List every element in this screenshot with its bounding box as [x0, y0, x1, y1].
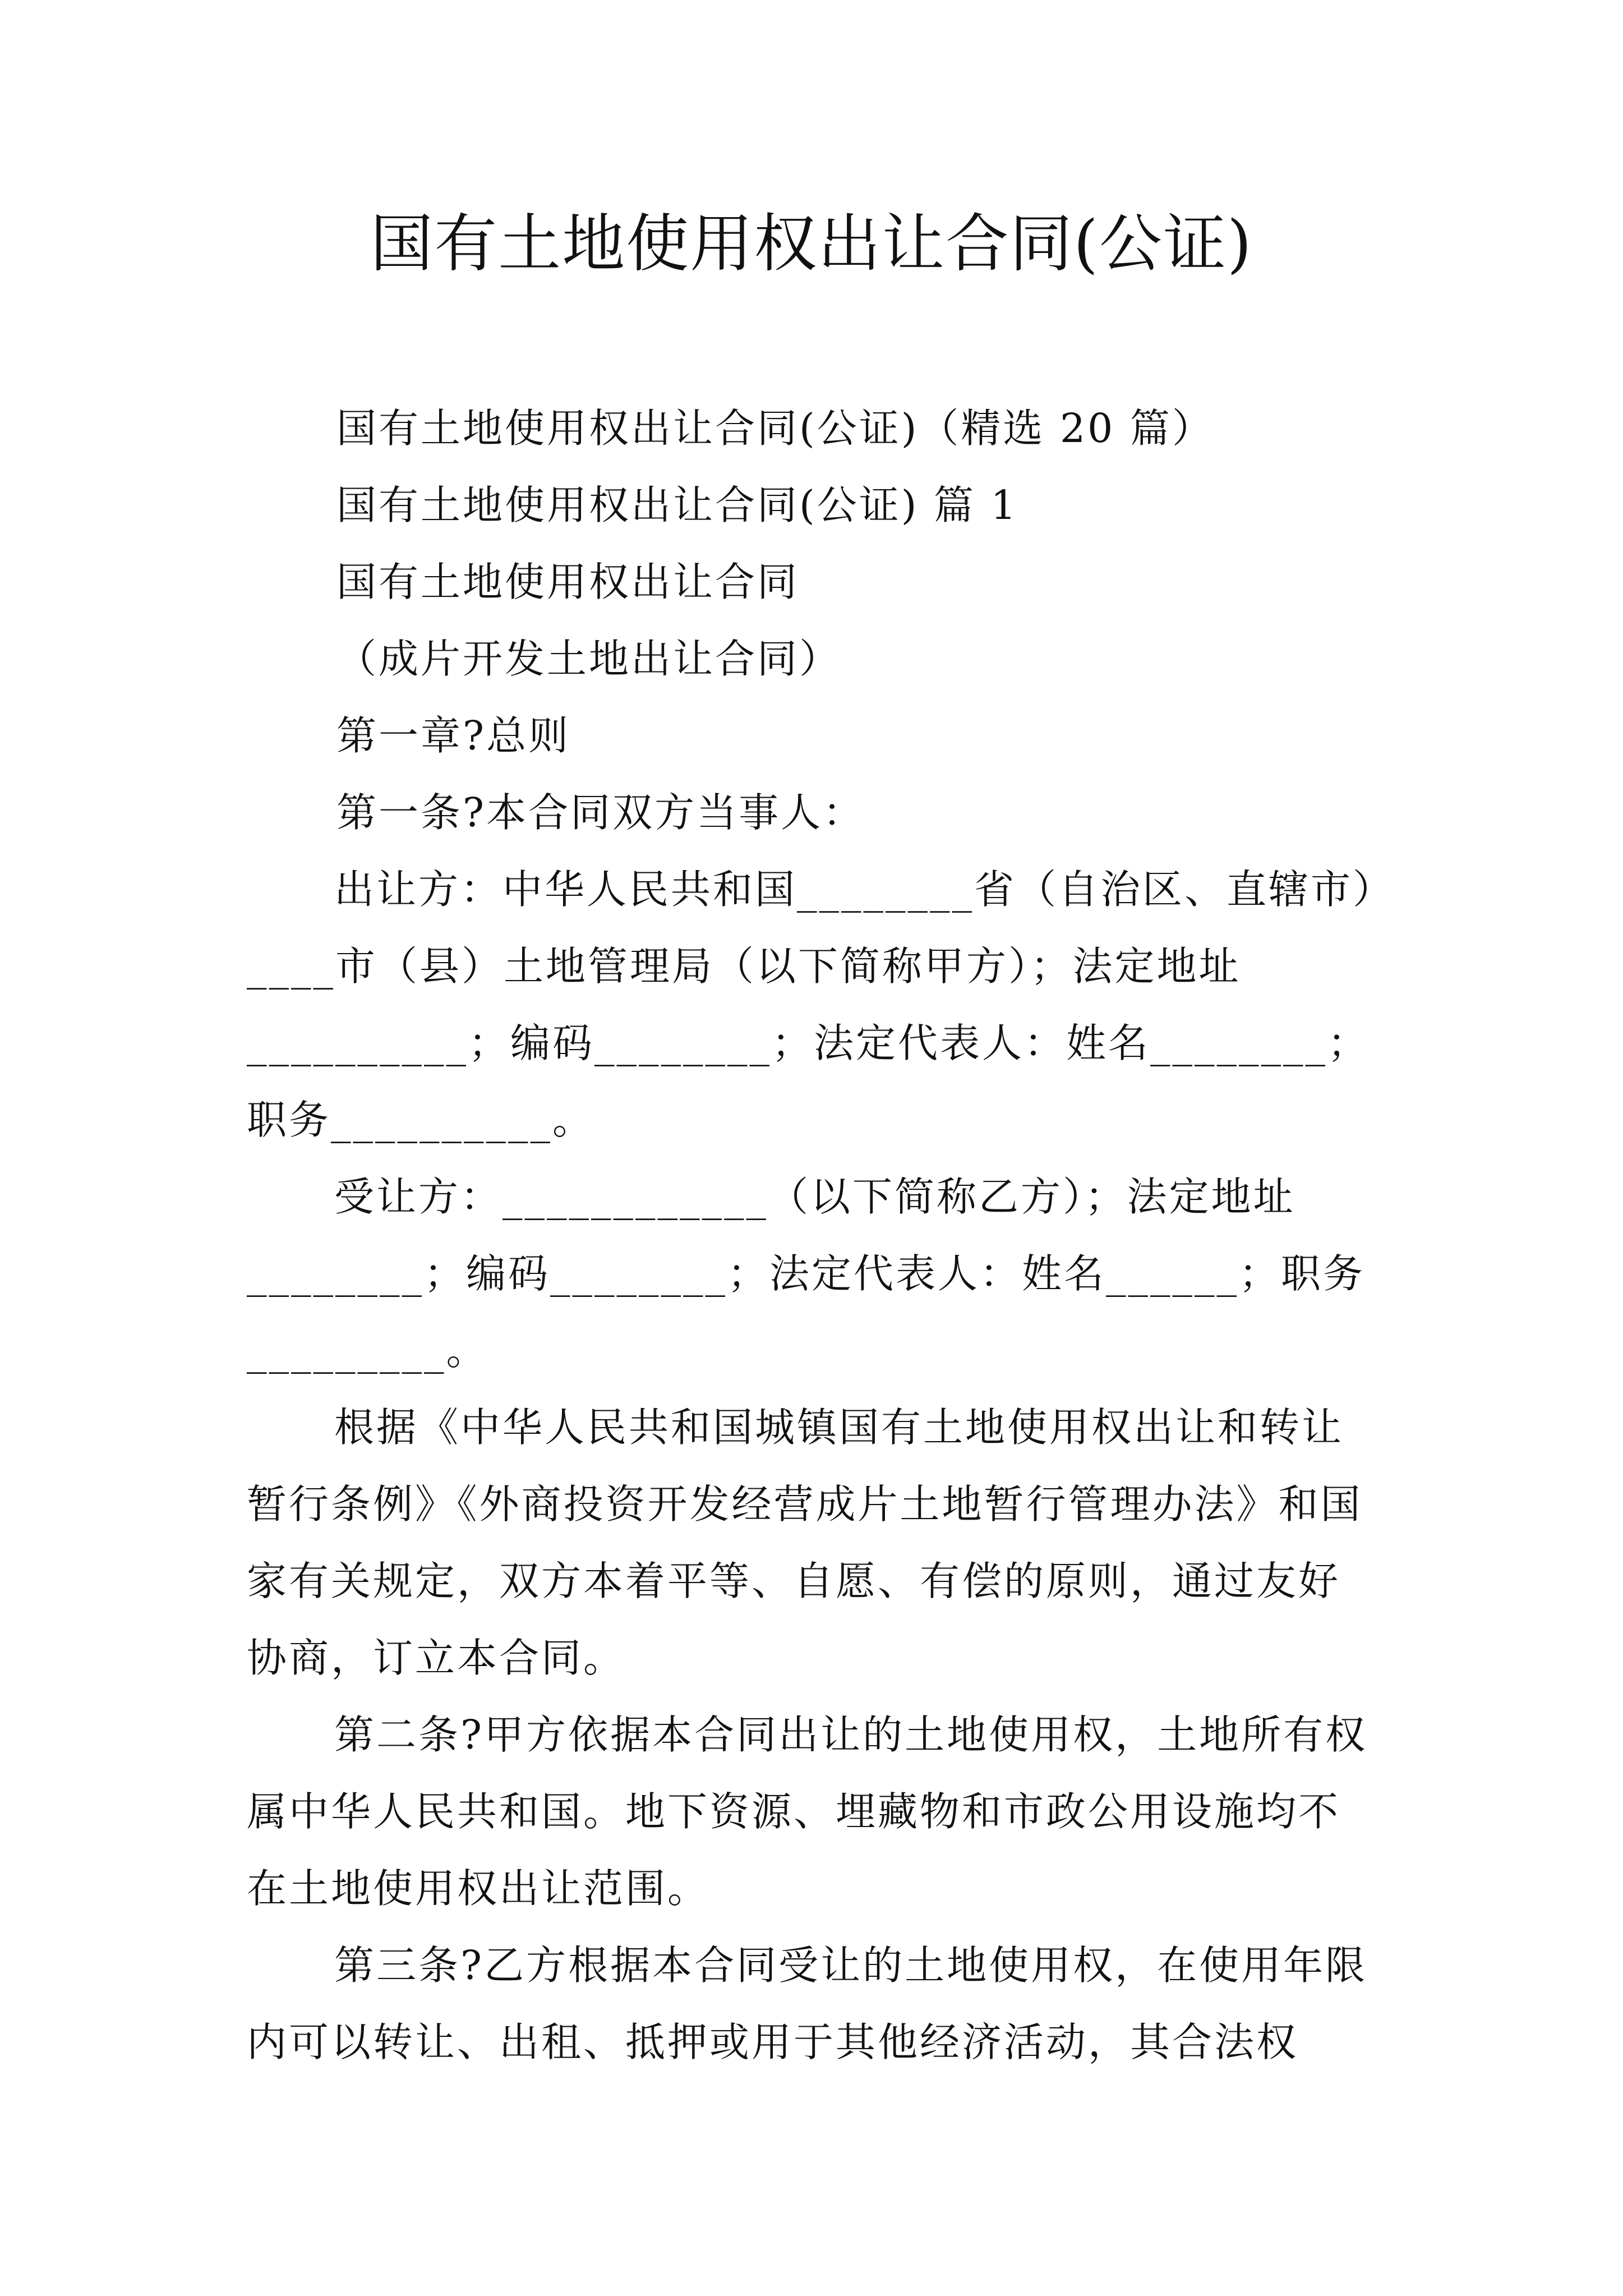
- article-two-paragraph: 第二条?甲方依据本合同出让的土地使用权，土地所有权属中华人民共和国。地下资源、埋藏物和市政公用设施均不在土地使用权出让范围。: [247, 1711, 1368, 1912]
- intro-line-contract-name: 国有土地使用权出让合同: [336, 559, 800, 605]
- article-one-heading: 第一条?本合同双方当事人：: [336, 789, 865, 836]
- document-title: 国有土地使用权出让合同(公证): [370, 208, 1253, 280]
- legal-basis-paragraph: 根据《中华人民共和国城镇国有土地使用权出让和转让暂行条例》《外商投资开发经营成片土地暂行管理办法》和国家有关规定，双方本着平等、自愿、有偿的原则，通过友好协商，订立本合同。: [247, 1404, 1363, 1681]
- intro-line-article-heading: 国有土地使用权出让合同(公证) 篇 1: [336, 482, 1018, 528]
- intro-line-contract-subtitle: （成片开发土地出让合同）: [336, 636, 842, 682]
- grantor-paragraph: 出让方：中华人民共和国________省（自治区、直辖市）____市（县）土地管理局（以下简称甲方）；法定地址__________；编码________；法定代表人：姓名________；职务__________。: [247, 866, 1375, 1143]
- intro-line-collection-title: 国有土地使用权出让合同(公证)（精选 20 篇）: [336, 405, 1214, 452]
- chapter-heading: 第一章?总则: [336, 712, 571, 759]
- article-three-paragraph: 第三条?乙方根据本合同受让的土地使用权，在使用年限内可以转让、出租、抵押或用于其他经济活动，其合法权: [247, 1942, 1368, 2065]
- grantee-paragraph: 受让方：____________（以下简称乙方）；法定地址________；编码________；法定代表人：姓名______；职务_________。: [247, 1174, 1366, 1374]
